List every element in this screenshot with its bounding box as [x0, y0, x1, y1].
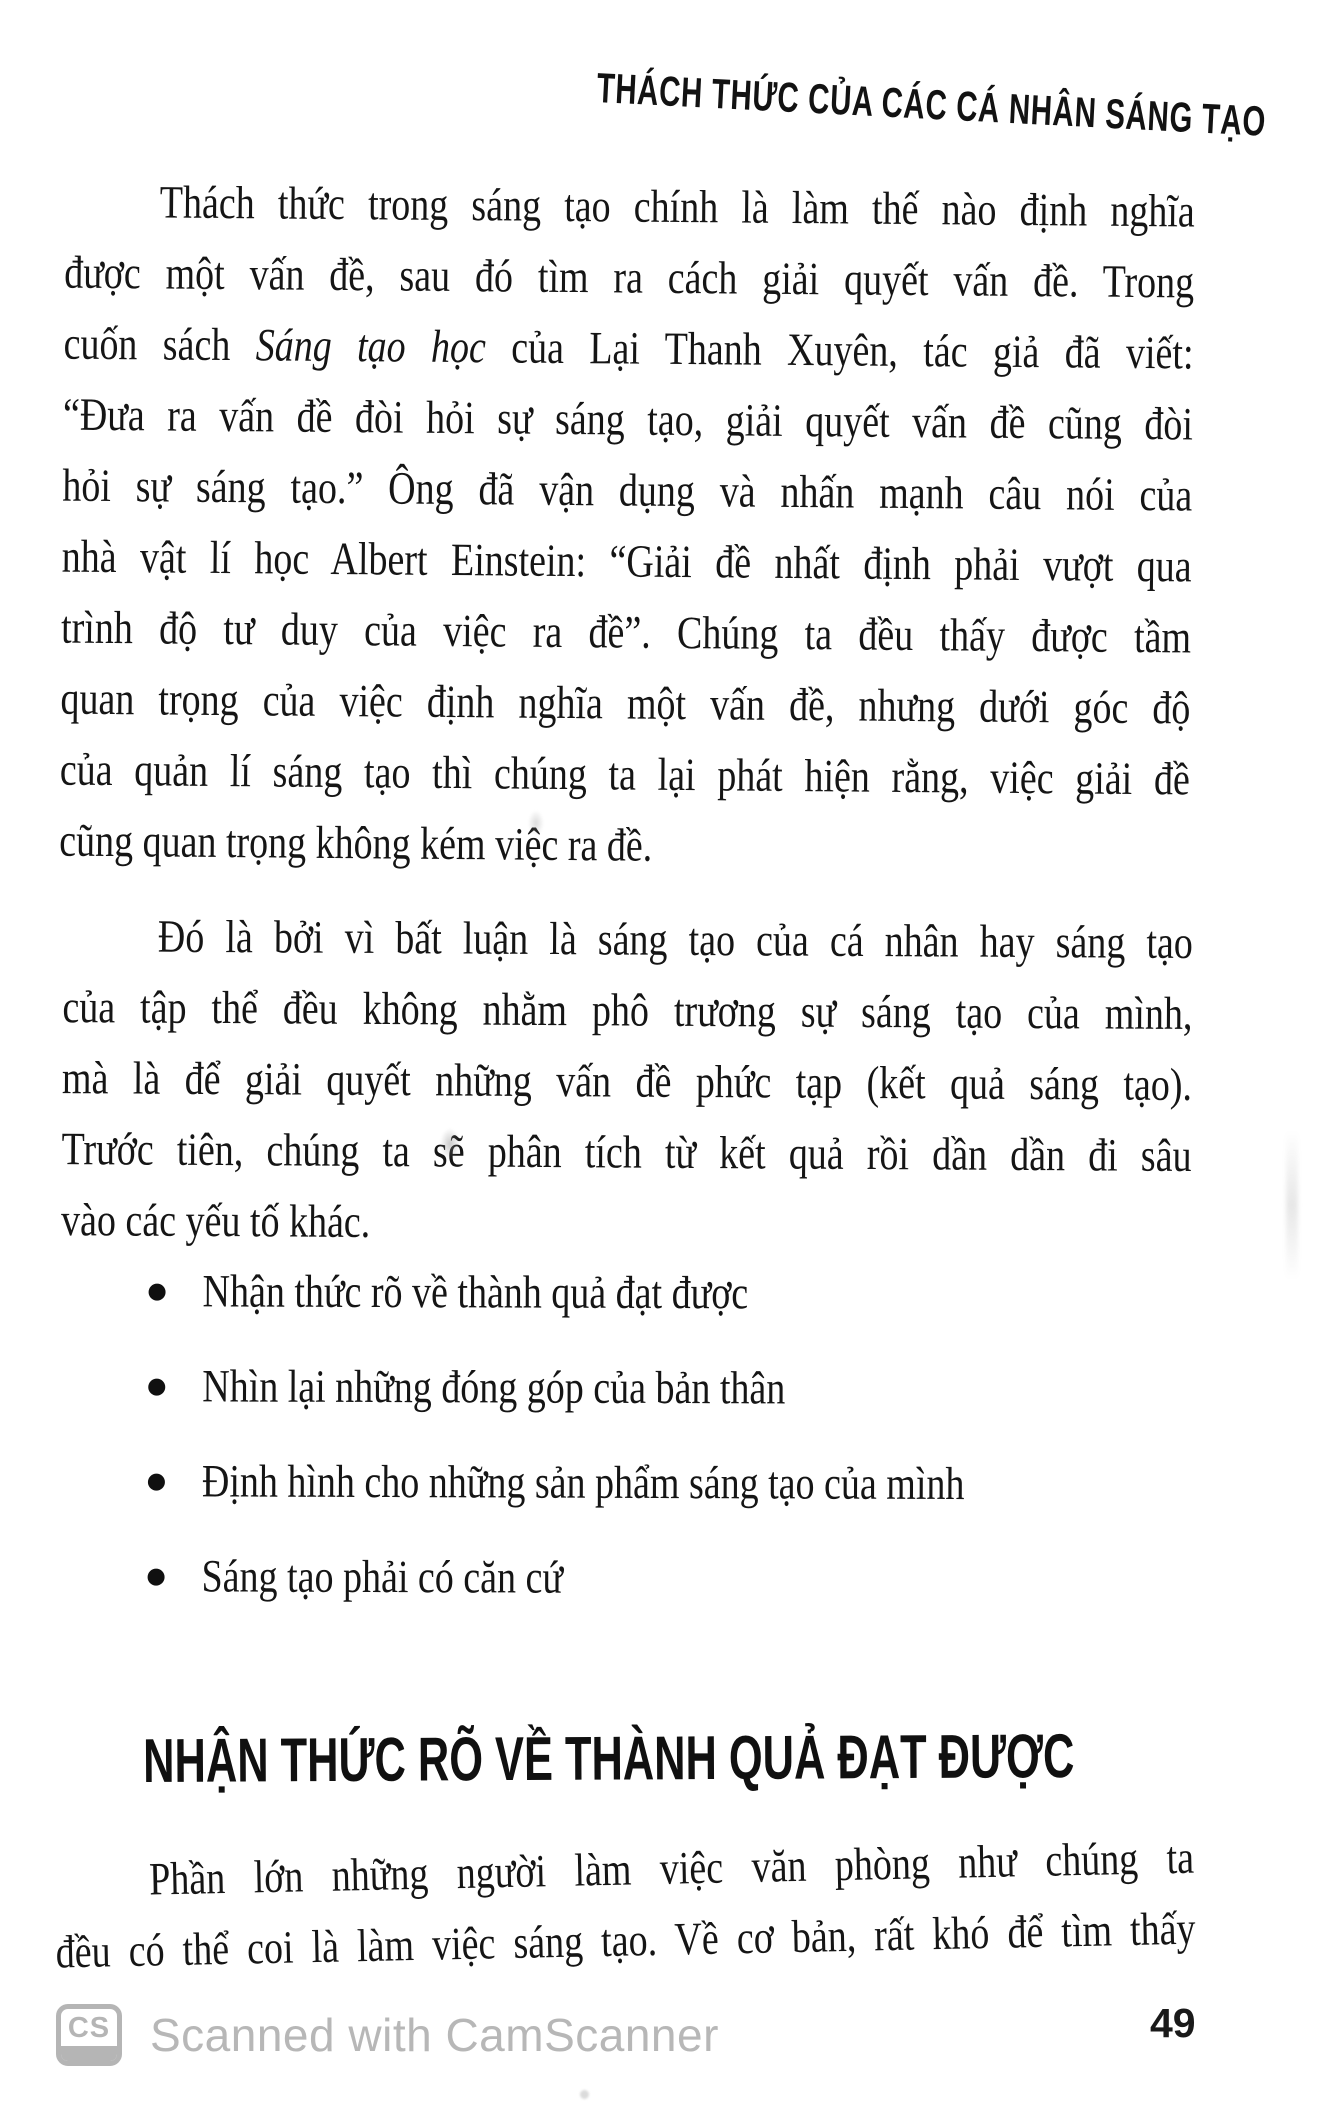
text-line: vào các yếu tố khác. [60, 1194, 371, 1248]
text-segment: của Lại Thanh Xuyên, tác giả đã viết: [485, 322, 1194, 380]
text-line: quan trọng của việc định nghĩa một vấn đề, nhưng dưới góc độ [60, 673, 1191, 735]
scan-artifact [1286, 1130, 1298, 1280]
bullet-label: Định hình cho những sản phẩm sáng tạo của mình [201, 1456, 965, 1511]
text-line: trình độ tư duy của việc ra đề”. Chúng ta đều thấy được tầm [60, 602, 1192, 664]
text-line: cũng quan trọng không kém việc ra đề. [59, 815, 653, 872]
bullet-list [147, 1266, 965, 1652]
section-heading: NHẬN THỨC RÕ VỀ THÀNH QUẢ ĐẠT ĐƯỢC [143, 1722, 1075, 1796]
bullet-icon [148, 1378, 165, 1395]
text-line: Trước tiên, chúng ta sẽ phân tích từ kết quả rồi dần dần đi sâu [61, 1123, 1192, 1182]
bullet-icon [149, 1283, 166, 1300]
paragraph-3 [54, 1823, 1197, 1989]
camscanner-logo-bar [61, 2046, 117, 2061]
text-line: Đó là bởi vì bất luận là sáng tạo của cá nhân hay sáng tạo [157, 911, 1194, 969]
text-line: được một vấn đề, sau đó tìm ra cách giải quyết vấn đề. Trong [63, 247, 1195, 309]
text-line: Phần lớn những người làm việc văn phòng như chúng ta [148, 1832, 1195, 1906]
camscanner-watermark: Scanned with CamScanner [150, 2009, 719, 2061]
text-line: nhà vật lí học Albert Einstein: “Giải đề nhất định phải vượt qua [61, 531, 1192, 593]
page-number: 49 [1150, 2000, 1196, 2046]
bullet-label: Nhìn lại những đóng góp của bản thân [202, 1361, 786, 1415]
list-item [149, 1266, 966, 1320]
camscanner-logo-icon [56, 2004, 122, 2066]
text-line: Thách thức trong sáng tạo chính là làm thế nào định nghĩa [159, 177, 1195, 238]
bullet-icon [148, 1568, 165, 1585]
text-line: hỏi sự sáng tạo.” Ông đã vận dụng và nhấn mạnh câu nói của [62, 460, 1193, 522]
running-header: THÁCH THỨC CỦA CÁC CÁ NHÂN SÁNG TẠO [595, 64, 1268, 145]
list-item [148, 1361, 965, 1415]
camscanner-logo-text: CS [67, 2012, 111, 2044]
text-segment: cuốn sách [63, 318, 256, 372]
book-title-italic: Sáng tạo học [255, 320, 487, 374]
bullet-icon [148, 1473, 165, 1490]
paragraph-2 [61, 902, 1193, 1264]
list-item [148, 1551, 965, 1604]
list-item [148, 1456, 965, 1511]
text-line: của tập thể đều không nhằm phô trương sự sáng tạo của mình, [62, 981, 1193, 1040]
bullet-label: Nhận thức rõ về thành quả đạt được [202, 1266, 749, 1320]
text-line: mà là để giải quyết những vấn đề phức tạp (kết quả sáng tạo). [61, 1052, 1193, 1111]
bullet-label: Sáng tạo phải có căn cứ [201, 1551, 564, 1604]
text-line: của quản lí sáng tạo thì chúng ta lại phát hiện rằng, việc giải đề [59, 744, 1191, 806]
text-line: “Đưa ra vấn đề đòi hỏi sự sáng tạo, giải quyết vấn đề cũng đòi [62, 389, 1194, 451]
scan-artifact [580, 2090, 589, 2099]
text-line: đều có thể coi là làm việc sáng tạo. Về cơ bản, rất khó để tìm thấy [55, 1903, 1197, 1979]
paragraph-1 [59, 167, 1195, 887]
